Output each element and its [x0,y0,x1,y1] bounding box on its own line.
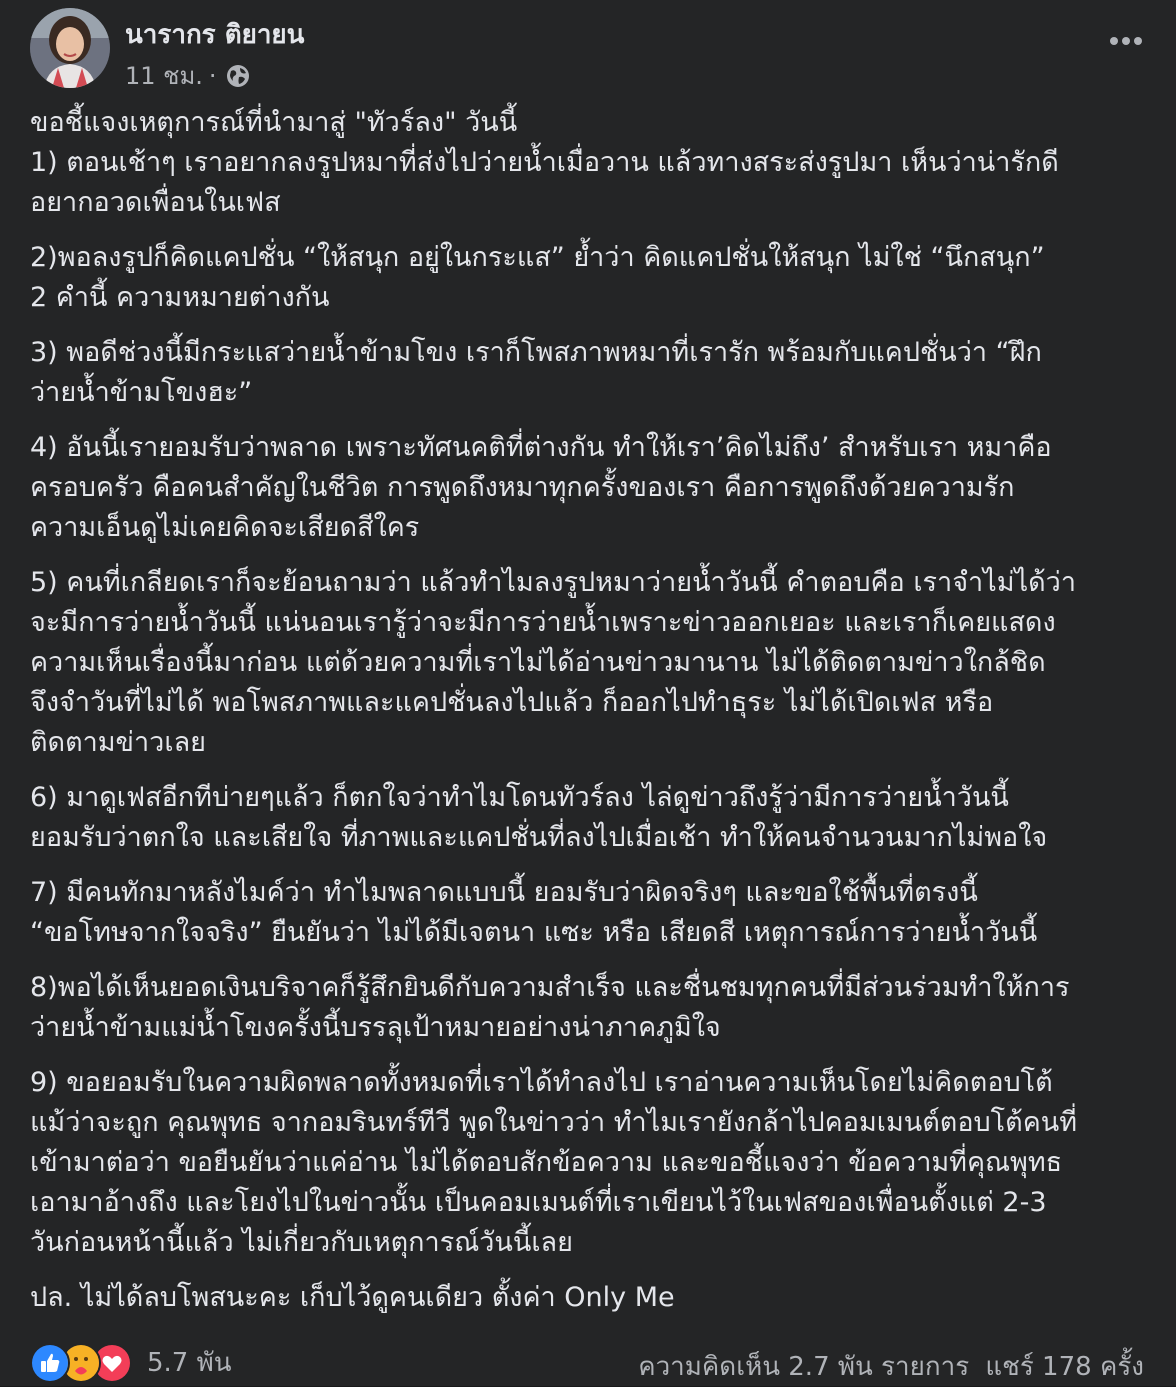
avatar[interactable] [30,8,110,88]
post-footer [30,1338,1144,1386]
post-paragraph: 6) มาดูเฟสอีกทีบ่ายๆแล้ว ก็ตกใจว่าทำไมโดนทัวร์ลง ไล่ดูข่าวถึงรู้ว่ามีการว่ายน้ำวันนี้ ยอมรับว่าตกใจ และเสียใจ ที่ภาพและแคปชั่นที่ลงไปเมื่อเช้า ทำให้คนจำนวนมากไม่พอใจ [30,782,1048,853]
author-name[interactable]: นารากร ติยายน [125,20,305,50]
post-body [30,103,1156,1333]
post-paragraph: ขอชี้แจงเหตุการณ์ที่นำมาสู่ "ทัวร์ลง" วันนี้ 1) ตอนเช้าๆ เราอยากลงรูปหมาที่ส่งไปว่ายน้ำเมื่อวาน แล้วทางสระส่งรูปมา เห็นว่าน่ารักดี อยากอวดเพื่อนในเฟส [30,107,1059,218]
more-options-icon[interactable] [1106,26,1146,56]
post-paragraph: 9) ขอยอมรับในความผิดพลาดทั้งหมดที่เราได้ทำลงไป เราอ่านความเห็นโดยไม่คิดตอบโต้ แม้ว่าจะถูก คุณพุทธ จากอมรินทร์ทีวี พูดในข่าวว่า ทำไมเรายังกล้าไปคอมเมนต์ตอบโต้คนที่ เข้ามาต่อว่า ขอยืนยันว่าแค่อ่าน ไม่ได้ตอบสักข้อความ และขอชี้แจงว่า ข้อความที่คุณพุทธ เอามาอ้างถึง และโยงไปในข่าวนั้น เป็นคอมเมนต์ที่เราเขียนไว้ในเฟสของเพื่อนตั้งแต่ 2-3 วันก่อนหน้านี้แล้ว ไม่เกี่ยวกับเหตุการณ์วันนี้เลย [30,1067,1078,1258]
post-paragraph: 7) มีคนทักมาหลังไมค์ว่า ทำไมพลาดแบบนี้ ยอมรับว่าผิดจริงๆ และขอใช้พื้นที่ตรงนี้ “ขอโทษจากใจจริง” ยืนยันว่า ไม่ได้มีเจตนา แซะ หรือ เสียดสี เหตุการณ์การว่ายน้ำวันนี้ [30,877,1038,948]
post-paragraph: 2)พอลงรูปก็คิดแคปชั่น “ให้สนุก อยู่ในกระแส” ย้ำว่า คิดแคปชั่นให้สนุก ไม่ใช่ “นึกสนุก” 2 คำนี้ ความหมายต่างกัน [30,242,1045,313]
post-header [30,8,1146,90]
reactions-summary[interactable] [30,1342,232,1383]
comment-count[interactable]: ความคิดเห็น 2.7 พัน รายการ [638,1352,970,1382]
post-paragraph: 8)พอได้เห็นยอดเงินบริจาคก็รู้สึกยินดีกับความสำเร็จ และชื่นชมทุกคนที่มีส่วนร่วมทำให้การ ว่ายน้ำข้ามแม่น้ำโขงครั้งนี้บรรลุเป้าหมายอย่างน่าภาคภูมิใจ [30,972,1070,1043]
like-icon [30,1343,70,1383]
meta-separator: · [208,61,217,90]
reaction-count[interactable]: 5.7 พัน [147,1348,232,1378]
post-paragraph: ปล. ไม่ได้ลบโพสนะคะ เก็บไว้ดูคนเดียว ตั้งค่า Only Me [30,1282,675,1313]
post-stats [638,1346,1144,1387]
post-paragraph: 3) พอดีช่วงนี้มีกระแสว่ายน้ำข้ามโขง เราก็โพสภาพหมาที่เรารัก พร้อมกับแคปชั่นว่า “ฝึก ว่ายน้ำข้ามโขงฮะ” [30,337,1042,408]
post-paragraph: 5) คนที่เกลียดเราก็จะย้อนถามว่า แล้วทำไมลงรูปหมาว่ายน้ำวันนี้ คำตอบคือ เราจำไม่ได้ว่า จะมีการว่ายน้ำวันนี้ แน่นอนเรารู้ว่าจะมีการว่ายน้ำเพราะข่าวออกเยอะ และเราก็เคยแสดง ความเห็นเรื่องนี้มาก่อน แต่ด้วยความที่เราไม่ได้อ่านข่าวมานาน ไม่ได้ติดตามข่าวใกล้ชิด จึงจำวันที่ไม่ได้ พอโพสภาพและแคปชั่นลงไปแล้ว ก็ออกไปทำธุระ ไม่ได้เปิดเฟส หรือ ติดตามข่าวเลย [30,567,1076,758]
post-meta [125,56,251,95]
post-time[interactable]: 11 ชม. [125,62,203,90]
share-count[interactable]: แชร์ 178 ครั้ง [985,1352,1144,1382]
globe-icon[interactable] [225,63,251,89]
post-paragraph: 4) อันนี้เรายอมรับว่าพลาด เพราะทัศนคติที่ต่างกัน ทำให้เรา’คิดไม่ถึง’ สำหรับเรา หมาคือ ครอบครัว คือคนสำคัญในชีวิต การพูดถึงหมาทุกครั้งของเรา คือการพูดถึงด้วยความรัก ความเอ็นดูไม่เคยคิดจะเสียดสีใคร [30,432,1052,543]
